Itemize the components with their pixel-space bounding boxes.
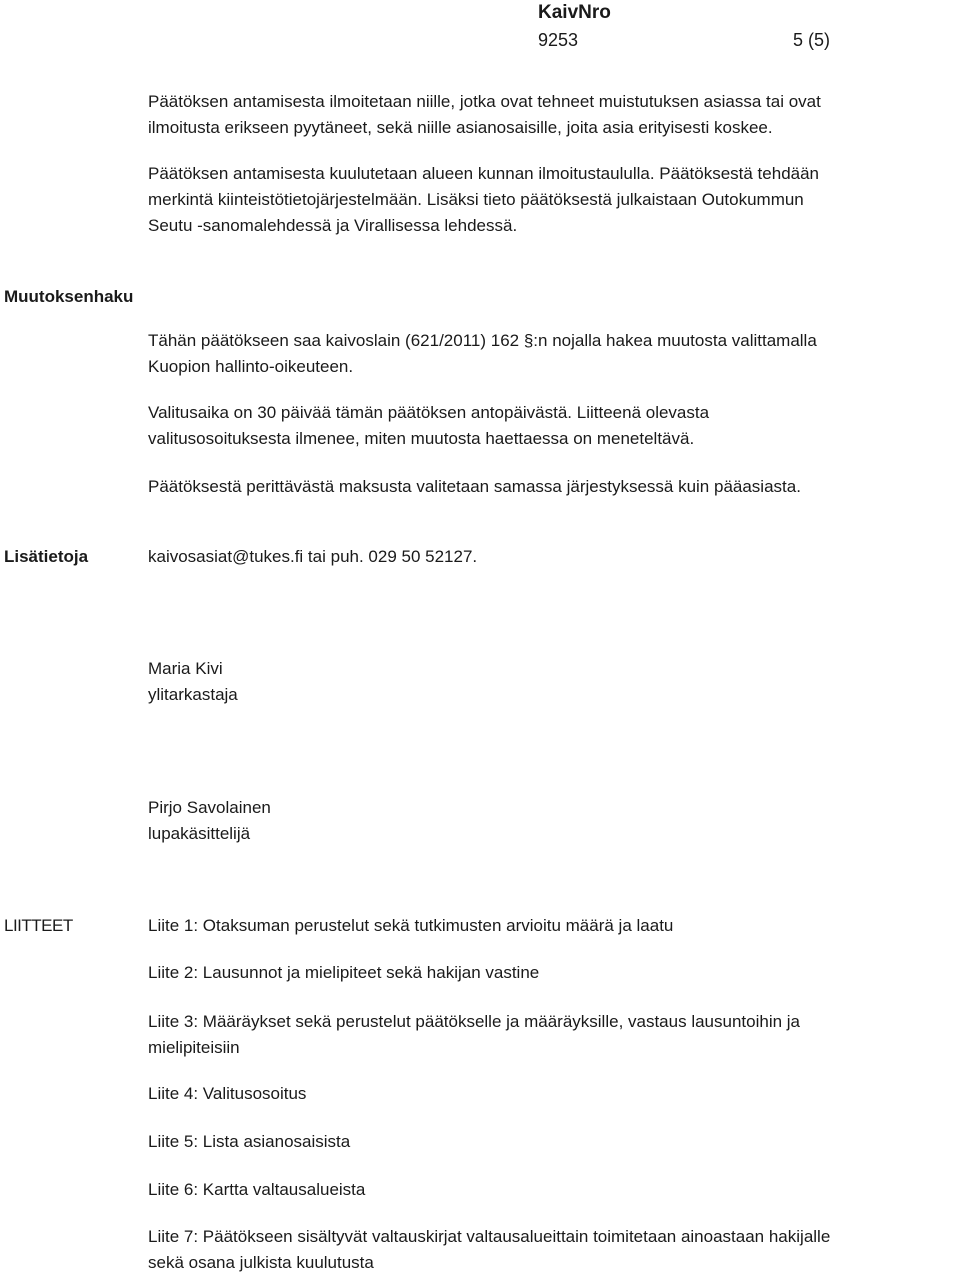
signer-title: lupakäsittelijä (148, 824, 251, 843)
document-number: 9253 (538, 30, 579, 50)
text-line: Seutu -sanomalehdessä ja Virallisessa lehdessä. (148, 216, 518, 235)
appeal-paragraph-3 (148, 474, 948, 500)
signature-block (148, 656, 948, 708)
text-line: Tähän päätökseen saa kaivoslain (621/2011) 162 §:n nojalla hakea muutosta valittamalla (148, 331, 817, 350)
text-line: mielipiteisiin (148, 1038, 240, 1057)
signature-block (148, 795, 948, 847)
text-line: Liite 7: Päätökseen sisältyvät valtauskirjat valtausalueittain toimitetaan ainoastaan hakijalle (148, 1227, 831, 1246)
text-line: Liite 5: Lista asianosaisista (148, 1132, 351, 1151)
appeal-paragraph-1 (148, 328, 948, 380)
text-line: valitusosoituksesta ilmenee, miten muutosta haettaessa on meneteltävä. (148, 429, 695, 448)
notice-paragraph-1 (148, 89, 948, 141)
page-number: 5 (5) (793, 30, 831, 50)
text-line: merkintä kiinteistötietojärjestelmään. Lisäksi tieto päätöksestä julkaistaan Outokummun (148, 190, 804, 209)
signer-title: ylitarkastaja (148, 685, 238, 704)
contact-info: kaivosasiat@tukes.fi tai puh. 029 50 52127. (148, 547, 478, 566)
appeal-heading: Muutoksenhaku (4, 287, 134, 306)
attachment-item (148, 1081, 948, 1107)
notice-paragraph-2 (148, 161, 948, 239)
text-line: Liite 4: Valitusosoitus (148, 1084, 307, 1103)
text-line: Liite 1: Otaksuman perustelut sekä tutkimusten arvioitu määrä ja laatu (148, 916, 674, 935)
document-type-title: KaivNro (538, 2, 611, 23)
appeal-paragraph-2 (148, 400, 948, 452)
info-heading: Lisätietoja (4, 547, 89, 566)
text-line: sekä osana julkista kuulutusta (148, 1253, 374, 1272)
text-line: Liite 2: Lausunnot ja mielipiteet sekä hakijan vastine (148, 963, 540, 982)
attachment-item (148, 913, 948, 939)
text-line: Päätöksen antamisesta kuulutetaan alueen kunnan ilmoitustaululla. Päätöksestä tehdään (148, 164, 820, 183)
text-line: Liite 3: Määräykset sekä perustelut päätökselle ja määräyksille, vastaus lausuntoihin ja (148, 1012, 801, 1031)
text-line: Liite 6: Kartta valtausalueista (148, 1180, 366, 1199)
text-line: Päätöksestä perittävästä maksusta valitetaan samassa järjestyksessä kuin pääasiasta. (148, 477, 801, 496)
text-line: ilmoitusta erikseen pyytäneet, sekä niille asianosaisille, joita asia erityisesti koskee. (148, 118, 773, 137)
attachment-item (148, 960, 948, 986)
text-line: Päätöksen antamisesta ilmoitetaan niille, jotka ovat tehneet muistutuksen asiassa tai ovat (148, 92, 821, 111)
attachment-item (148, 1177, 948, 1203)
attachment-item (148, 1129, 948, 1155)
signer-name: Pirjo Savolainen (148, 798, 271, 817)
attachments-heading: LIITTEET (4, 916, 73, 935)
text-line: Valitusaika on 30 päivää tämän päätöksen antopäivästä. Liitteenä olevasta (148, 403, 710, 422)
text-line: Kuopion hallinto-oikeuteen. (148, 357, 354, 376)
attachment-item (148, 1009, 948, 1061)
signer-name: Maria Kivi (148, 659, 223, 678)
attachment-item (148, 1224, 948, 1276)
